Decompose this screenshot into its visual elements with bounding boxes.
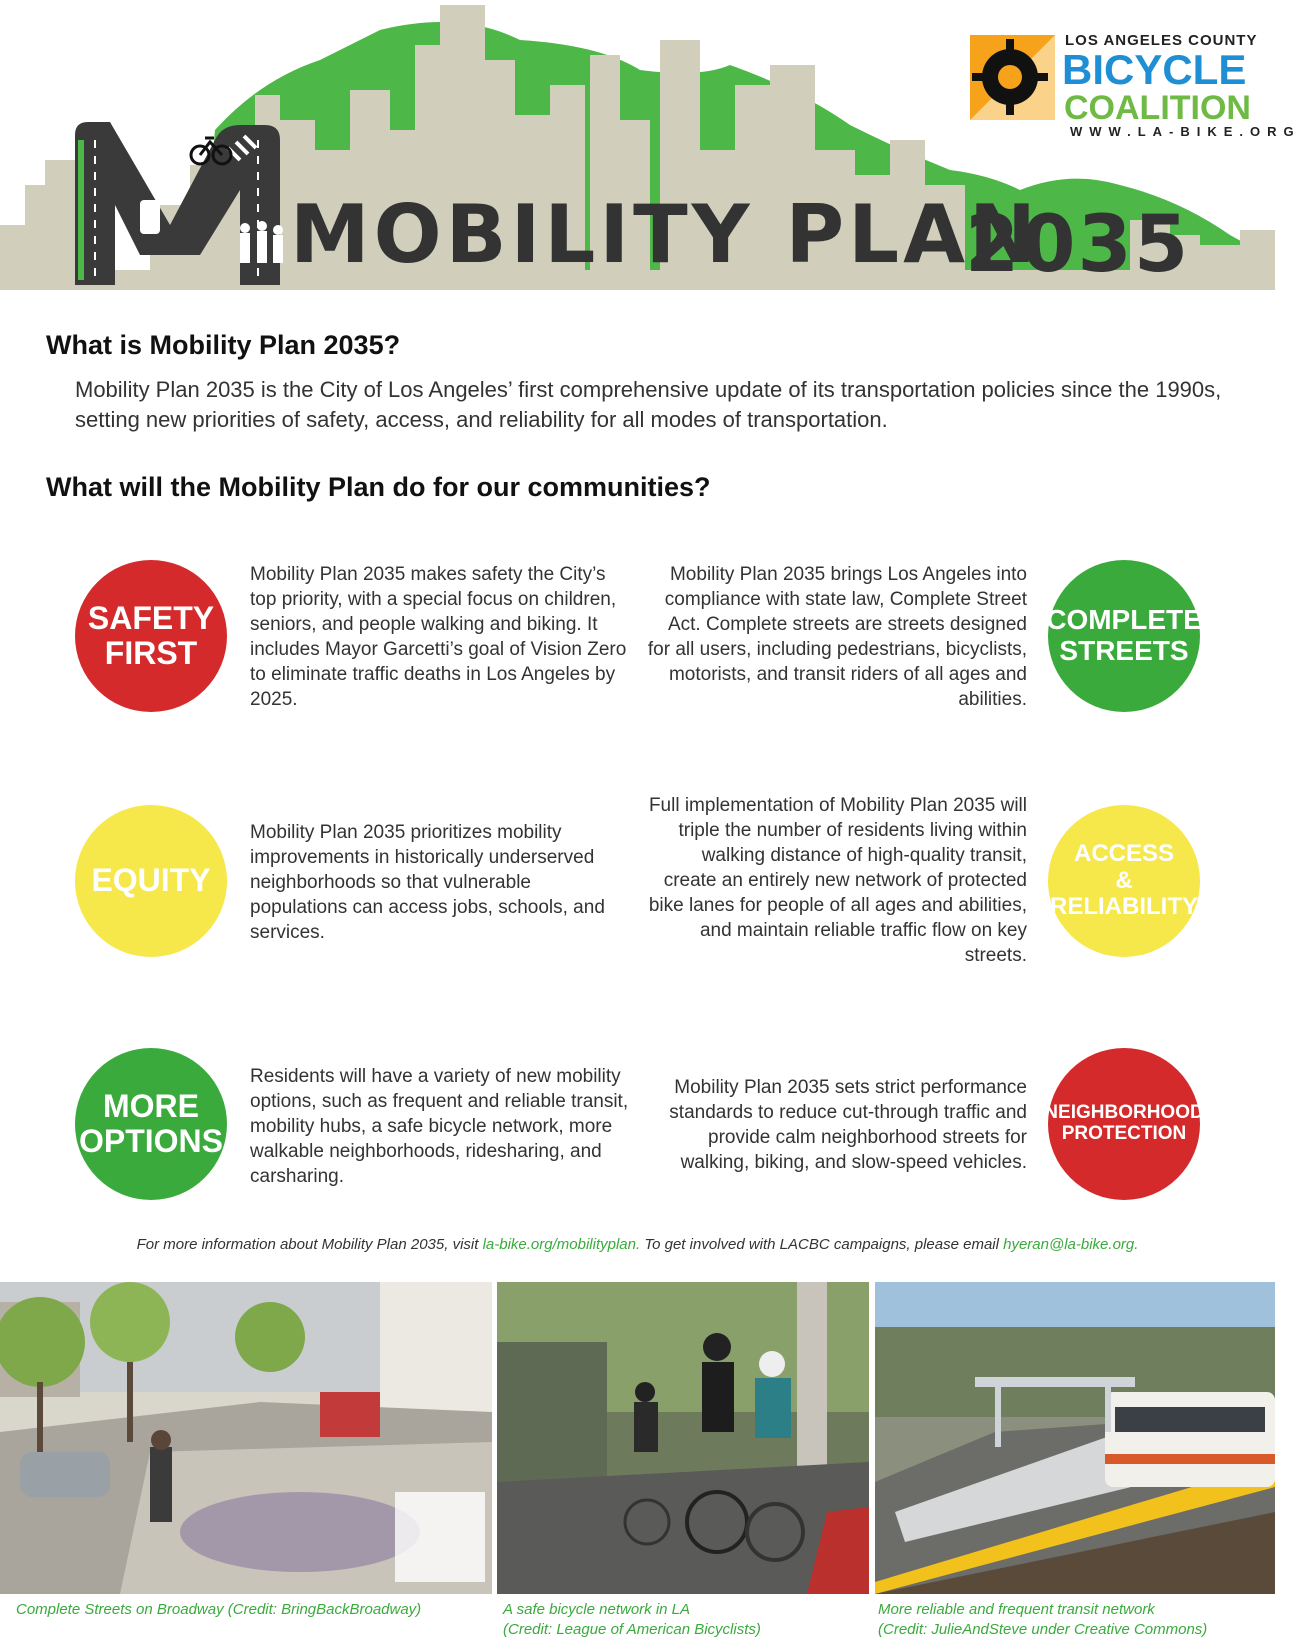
broadway-street-illustration	[0, 1282, 492, 1594]
email-link[interactable]: hyeran@la-bike.org.	[1003, 1236, 1139, 1253]
more-info-line	[0, 1236, 1275, 1253]
circle-safety-first: SAFETY FIRST	[75, 560, 227, 712]
caption-bicycle-network: A safe bicycle network in LA (Credit: League of American Bicyclists)	[503, 1601, 761, 1638]
caption-transit-network: More reliable and frequent transit network (Credit: JulieAndSteve under Creative Commons)	[878, 1601, 1208, 1638]
caption-broadway: Complete Streets on Broadway (Credit: BringBackBroadway)	[16, 1601, 422, 1618]
banner	[0, 0, 1301, 300]
logo-coalition-text: COALITION	[1064, 89, 1251, 127]
intro-paragraph: Mobility Plan 2035 is the City of Los Angeles’ first comprehensive update of its transportation policies since the 1990s, setting new priorities of safety, access, and reliability for all modes of transportation.	[75, 377, 1222, 432]
logo-bicycle-text: BICYCLE	[1062, 46, 1247, 93]
desc-access-reliability: Full implementation of Mobility Plan 2035 will triple the number of residents living within walking distance of high-quality transit, create an entirely new network of protected bike lanes for people of all ages and abilities, and maintain reliable traffic flow on key streets.	[648, 795, 1027, 966]
gear-sun-icon	[970, 35, 1055, 120]
mobilityplan-link[interactable]: la-bike.org/mobilityplan.	[482, 1236, 641, 1253]
logo-url-text: WWW.LA-BIKE.ORG	[1070, 124, 1301, 139]
light-rail-photo-illustration	[875, 1282, 1275, 1594]
more-info-prefix: For more information about Mobility Plan 2035, visit	[136, 1236, 483, 1253]
circle-access-reliability: ACCESS & RELIABILITY	[1048, 805, 1200, 957]
desc-more-options: Residents will have a variety of new mobility options, such as frequent and reliable transit, mobility hubs, a safe bicycle network, more walkable neighborhoods, ridesharing, and carsharing.	[250, 1066, 629, 1187]
photo-bicycle-network	[497, 1282, 869, 1594]
logo-county-text: LOS ANGELES COUNTY	[1065, 32, 1258, 49]
heading-communities: What will the Mobility Plan do for our communities?	[46, 472, 711, 502]
photo-transit-network	[875, 1282, 1275, 1594]
lacbc-logo[interactable]	[970, 32, 1301, 142]
circle-more-options: MORE OPTIONS	[75, 1048, 227, 1200]
desc-equity: Mobility Plan 2035 prioritizes mobility improvements in historically underserved neighborhoods so that vulnerable populations can access jobs, schools, and services.	[250, 822, 605, 943]
more-info-middle: To get involved with LACBC campaigns, please email	[640, 1236, 1004, 1253]
photo-broadway	[0, 1282, 492, 1594]
desc-neighborhood-protection: Mobility Plan 2035 sets strict performance standards to reduce cut-through traffic and provide calm neighborhood streets for walking, biking, and slow-speed vehicles.	[669, 1077, 1027, 1173]
banner-title: MOBILITY PLAN	[290, 188, 1040, 281]
desc-safety-first: Mobility Plan 2035 makes safety the City’s top priority, with a special focus on children, seniors, and people walking and biking. It includes Mayor Garcetti’s goal of Vision Zero to eliminate traffic deaths in Los Angeles by 2025.	[250, 564, 627, 710]
circle-complete-streets: COMPLETE STREETS	[1048, 560, 1200, 712]
circle-neighborhood-protection: NEIGHBORHOOD PROTECTION	[1048, 1048, 1200, 1200]
desc-complete-streets: Mobility Plan 2035 brings Los Angeles into compliance with state law, Complete Street Act. Complete streets are streets designed for all users, including pedestrians, bicyclists, motorists, and transit riders of all ages and abilities.	[647, 564, 1027, 710]
circle-equity: EQUITY	[75, 805, 227, 957]
heading-what-is: What is Mobility Plan 2035?	[46, 330, 401, 360]
banner-year: 2035	[965, 200, 1191, 290]
cyclists-photo-illustration	[497, 1282, 869, 1594]
